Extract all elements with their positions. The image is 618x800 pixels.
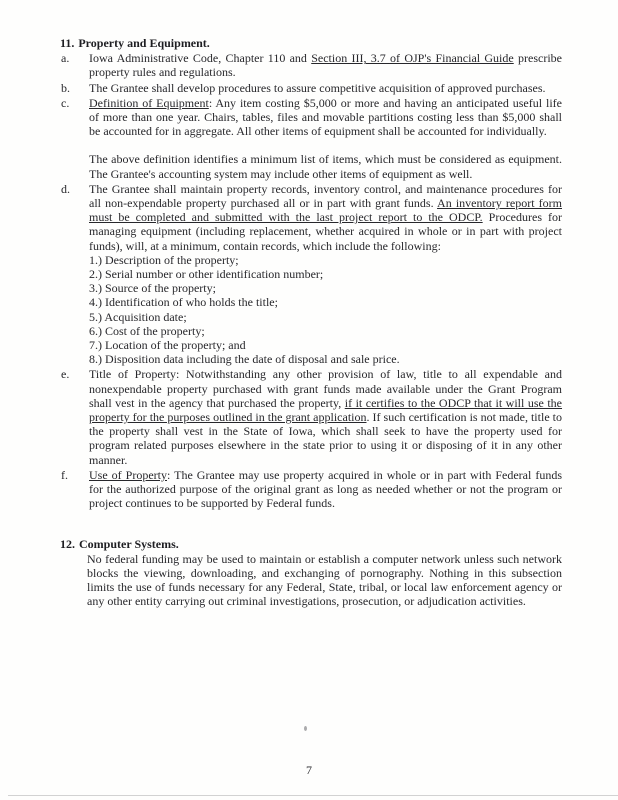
list-item [60,51,562,79]
section-title: Computer Systems. [79,536,179,551]
section-number: 12. [60,536,75,551]
numbered-line: 8.) Disposition data including the date of disposal and sale price. [89,352,400,367]
item-body [89,182,562,367]
item-label: b. [61,80,70,95]
section-title: Property and Equipment. [78,36,210,50]
underlined-text: if it certifies to the ODCP that it will use the property for the purposes outlined in the grant application [89,395,563,425]
section-heading [60,36,562,50]
numbered-line: 4.) Identification of who holds the title; [89,295,278,310]
item-body [89,81,562,95]
item-label: d. [61,181,70,196]
item-label: f. [61,467,68,482]
numbered-line: 1.) Description of the property; [89,252,239,267]
text-run: Iowa Administrative Code, Chapter 110 and [89,51,312,66]
numbered-line: 2.) Serial number or other identification number; [89,267,324,282]
scan-artifact-dot [304,726,307,731]
paragraph [89,182,562,253]
numbered-line: 7.) Location of the property; and [89,338,246,353]
list-item [60,468,562,511]
item-body [89,51,562,79]
item-label: c. [61,95,70,110]
numbered-line: 6.) Cost of the property; [89,323,205,338]
underlined-text: An inventory report form must be completed and submitted with the last project report to the ODCP. [89,196,562,225]
list-item [60,182,562,367]
paragraph [89,81,562,95]
paragraph [89,152,562,180]
item-body [89,96,562,181]
text-run: The above definition identifies a minimum list of items, which must be considered as equipment. The Grantee's accounting system may include other items of equipment as well. [89,152,562,181]
item-body [89,367,562,466]
underlined-text: Use of Property [89,467,167,482]
numbered-line: 5.) Acquisition date; [89,309,187,324]
list-item [60,81,562,95]
text-run: The Grantee shall develop procedures to assure competitive acquisition of approved purchases. [89,80,546,95]
text-run: . If such certification is not made, title to the property shall vest in the State of Iowa, which shall seek to have the property used for program related purposes elsewhere in the state prior to using it or disposing of it in any other manner. [89,410,563,467]
paragraph [89,468,562,511]
section [60,537,562,609]
text-run: The Grantee shall maintain property records, inventory control, and maintenance procedures for all non-expendable property purchased all or in part with grant funds. [89,181,562,211]
paragraph [89,96,562,139]
text-run: prescribe property rules and regulations. [89,51,562,80]
underlined-text: Section III, 3.7 of OJP's Financial Guide [311,51,514,66]
section [60,36,562,511]
section-number: 11. [60,36,75,50]
text-run: Title of Property: Notwithstanding any other provision of law, title to all expendable and nonexpendable property purchased with grant funds made available under the Grant Program shall vest in the agency that purchased the property, [89,367,562,410]
text-run: : Any item costing $5,000 or more and having an anticipated useful life of more than one year. Chairs, tables, files and movable partitions costing less than $5,000 shall be accounted for in aggregate. All other items of equipment shall be accounted for individually. [89,95,562,139]
numbered-line: 3.) Source of the property; [89,281,216,296]
scan-edge-line [8,795,618,796]
text-run: No federal funding may be used to maintain or establish a computer network unless such network blocks the viewing, downloading, and exchanging of pornography. Nothing in this subsection limits the use of funds necessary for any Federal, State, tribal, or local law enforcement agency or any other entity carrying out criminal investigations, prosecution, or adjudication activities. [87,551,562,609]
page-number: 7 [306,763,312,777]
section-paragraph [87,552,562,609]
paragraph [89,51,562,79]
item-label: e. [61,367,70,382]
item-body [89,468,562,511]
item-label: a. [61,51,70,66]
section-heading [60,537,562,551]
paragraph [89,367,562,466]
document-content [60,36,562,609]
list-item [60,367,562,466]
text-run: Procedures for managing equipment (including replacement, whether acquired in whole or in part with project funds), will, at a minimum, contain records, which include the following: [89,210,562,253]
underlined-text: Definition of Equipment [89,95,209,110]
text-run: : The Grantee may use property acquired in whole or in part with Federal funds for the authorized purpose of the original grant as long as needed whether or not the program or project continues to be supported by Federal funds. [89,467,563,511]
list-item [60,96,562,181]
